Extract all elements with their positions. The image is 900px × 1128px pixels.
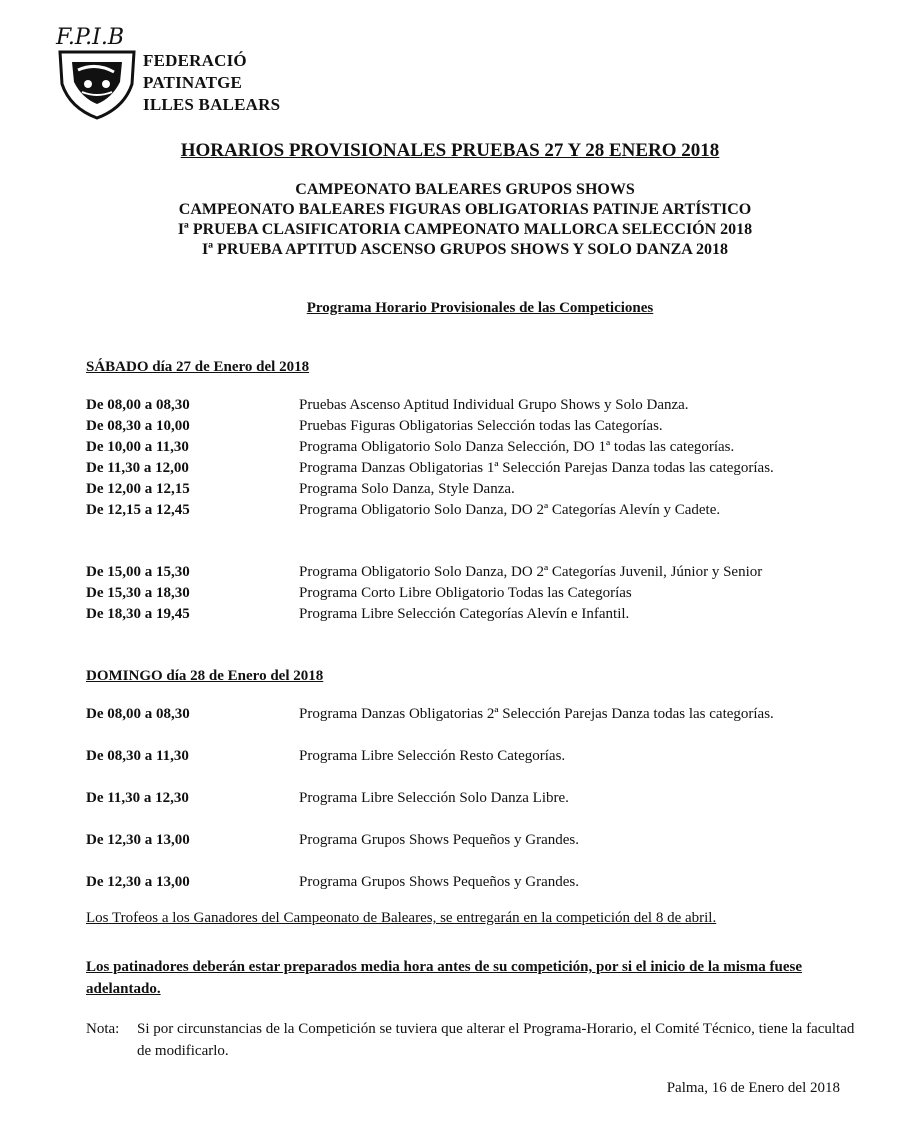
schedule-row [0,481,900,502]
schedule-row [0,564,900,585]
schedule-row [0,418,900,439]
schedule-description: Pruebas Ascenso Aptitud Individual Grupo Shows y Solo Danza. [299,397,689,413]
schedule-row [0,748,900,769]
note-label: Nota: [86,1021,120,1037]
subtitle-line: Iª PRUEBA CLASIFICATORIA CAMPEONATO MALLORCA SELECCIÓN 2018 [177,221,753,238]
federation-logo [52,22,142,122]
sunday-title: DOMINGO día 28 de Enero del 2018 [86,668,324,684]
schedule-row [0,790,900,811]
schedule-time: De 10,00 a 11,30 [86,439,189,455]
schedule-time: De 08,00 a 08,30 [86,397,190,413]
subtitle-line: CAMPEONATO BALEARES FIGURAS OBLIGATORIAS PATINJE ARTÍSTICO [178,201,752,218]
main-title: HORARIOS PROVISIONALES PRUEBAS 27 Y 28 ENERO 2018 [180,140,720,161]
schedule-description: Programa Danzas Obligatorias 2ª Selección Parejas Danza todas las categorías. [299,706,774,722]
schedule-time: De 12,00 a 12,15 [86,481,190,497]
trophies-notice: Los Trofeos a los Ganadores del Campeonato de Baleares, se entregarán en la competición del 8 de abril. [86,910,717,926]
note-text: Si por circunstancias de la Competición se tuviera que alterar el Programa-Horario, el Comité Técnico, tiene la facultad de modificarlo. [137,1021,855,1059]
schedule-time: De 11,30 a 12,00 [86,460,189,476]
schedule-description: Programa Obligatorio Solo Danza, DO 2ª Categorías Alevín y Cadete. [299,502,721,518]
schedule-description: Programa Grupos Shows Pequeños y Grandes. [299,874,579,890]
schedule-row [0,460,900,481]
schedule-description: Programa Libre Selección Categorías Alevín e Infantil. [299,606,630,622]
schedule-time: De 08,30 a 10,00 [86,418,190,434]
schedule-time: De 12,30 a 13,00 [86,874,190,890]
skaters-warning: Los patinadores deberán estar preparados media hora antes de su competición, por si el inicio de la misma fuese adelantado. [86,959,802,997]
logo-letters: F.P.I.B [56,25,125,50]
schedule-description: Programa Corto Libre Obligatorio Todas las Categorías [299,585,632,601]
schedule-time: De 08,30 a 11,30 [86,748,189,764]
schedule-time: De 12,15 a 12,45 [86,502,190,518]
schedule-time: De 15,00 a 15,30 [86,564,190,580]
organization-name [143,50,280,116]
schedule-time: De 18,30 a 19,45 [86,606,190,622]
schedule-description: Programa Solo Danza, Style Danza. [299,481,515,497]
subtitle-line: CAMPEONATO BALEARES GRUPOS SHOWS [295,181,635,198]
schedule-description: Programa Libre Selección Solo Danza Libre. [299,790,569,806]
organization-line-2: PATINATGE [143,73,243,92]
place-date-signature: Palma, 16 de Enero del 2018 [666,1080,840,1096]
schedule-description: Programa Libre Selección Resto Categorías. [299,748,566,764]
schedule-row [0,502,900,523]
schedule-time: De 11,30 a 12,30 [86,790,189,806]
schedule-description: Pruebas Figuras Obligatorias Selección todas las Categorías. [299,418,663,434]
organization-line-3: ILLES BALEARS [143,95,281,114]
schedule-row [0,439,900,460]
schedule-row [0,585,900,606]
schedule-row [0,832,900,853]
program-title: Programa Horario Provisionales de las Competiciones [306,300,654,316]
schedule-description: Programa Grupos Shows Pequeños y Grandes. [299,832,579,848]
schedule-row [0,606,900,627]
schedule-description: Programa Obligatorio Solo Danza Selección, DO 1ª todas las categorías. [299,439,735,455]
schedule-description: Programa Danzas Obligatorias 1ª Selección Parejas Danza todas las categorías. [299,460,774,476]
saturday-title: SÁBADO día 27 de Enero del 2018 [86,359,310,375]
organization-line-1: FEDERACIÓ [143,51,247,70]
schedule-time: De 12,30 a 13,00 [86,832,190,848]
schedule-description: Programa Obligatorio Solo Danza, DO 2ª Categorías Juvenil, Júnior y Senior [299,564,763,580]
subtitle-line: Iª PRUEBA APTITUD ASCENSO GRUPOS SHOWS Y SOLO DANZA 2018 [202,241,728,258]
schedule-row [0,874,900,895]
schedule-row [0,397,900,418]
competition-subtitles [0,180,900,260]
schedule-time: De 08,00 a 08,30 [86,706,190,722]
schedule-time: De 15,30 a 18,30 [86,585,190,601]
schedule-row [0,706,900,727]
